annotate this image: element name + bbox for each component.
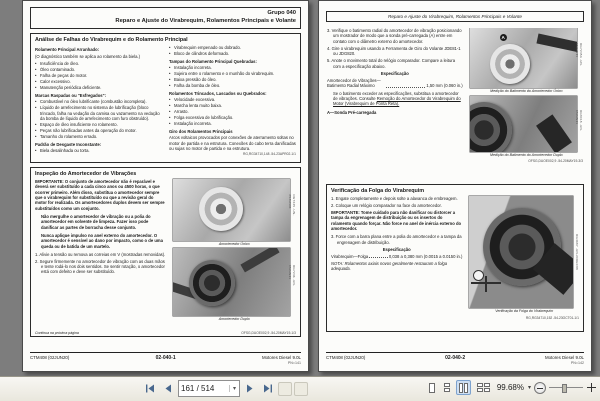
procedure-step: 1. Alivie a tensão ou remova as correias em V (mostradas removidas).: [35, 251, 166, 257]
subhead: Rolamentos Trincados, Lascados ou Quebrados:: [169, 90, 267, 96]
footer-manual-id: CTM408 (02JUN20): [326, 355, 366, 360]
bullet-item: • Folga excessiva de lubrificação.: [169, 115, 296, 120]
photo-id-vertical: RG7245 -UN-05JUN91: [287, 194, 296, 216]
runout-photo-column: [470, 28, 583, 164]
footer-manual-id: CTM408 (02JUN20): [30, 355, 70, 360]
facing-pages-layout-button[interactable]: [456, 380, 471, 395]
procedure-step: 3. Force com a barra plana entre a polia do amortecedor e a tampa da engrenagem de distribuição.: [331, 234, 462, 245]
bullet-item: • Peças não lubrificadas antes da operação do motor.: [35, 128, 162, 133]
procedure-step: 3. Verifique o batimento radial do amortecedor de vibração posicionando um mostrador de modo que a sonda pré-carregada (A) entre em contato com o diâmetro externo do amortecedor.: [327, 28, 462, 44]
doc-reference: OFSG,DUOE002,9 -54-20MAY19-1/3: [241, 330, 296, 335]
doc-reference: RG,RG34710,148 -54-23APR02-1/1: [243, 151, 296, 156]
bullet-item: • Virabrequim empenado ou dobrado.: [169, 45, 296, 50]
chapter-title: Reparo e Ajuste do Virabrequim, Rolamentos Principais e Volante: [388, 14, 522, 19]
page-header: [30, 7, 301, 29]
doc-reference: OFSG,DUOE002,9 -54-20MAY19-3/3: [528, 159, 583, 164]
important-note: Não mergulhe o amortecedor de vibração ou a polia do amortecedor em solvente de limpeza. Fazer isso pode danificar as partes de borracha desse conjunto.: [41, 213, 151, 230]
photo-caption: Medição do Batimento do Amortecedor Duplo: [490, 152, 563, 157]
footer-engine-model: Motores Diesel 9.0L: [261, 355, 301, 360]
engine-photo-single-damper: [173, 179, 291, 241]
bullet-item: • Falha da bomba de óleo.: [169, 83, 296, 88]
cross-reference-link[interactable]: Remoção do Amortecedor do Virabrequim do Motor (Virabrequim de Ponta Reta).: [333, 95, 461, 107]
footer-page-code: 02-040-2: [445, 355, 466, 361]
endplay-text-column: [331, 196, 462, 320]
procedure-step: 4. Gire o virabrequim usando a Ferramenta de Giro do Volante JDE81-1 ou JDG820.: [327, 45, 461, 57]
previous-view-button[interactable]: [278, 382, 292, 396]
bullet-item: • Combustível no óleo lubrificante (combustão incompleta).: [35, 99, 162, 104]
dial-indicator: [473, 270, 484, 281]
doc-reference: RG,RG34710,152 -54-23OCT01-1/1: [525, 315, 579, 320]
continued-note: Continua na próxima página: [35, 330, 79, 335]
footer-pn: PN=142: [570, 361, 584, 365]
endplay-photo-column: [469, 196, 579, 320]
next-page-button[interactable]: [242, 381, 258, 397]
photo-caption: Amortecedor Único: [218, 241, 250, 246]
page-footer: [326, 352, 584, 365]
analysis-left-column: [35, 45, 162, 156]
runout-photo-double: [470, 96, 577, 152]
paragraph: Se o batimento exceder as especificações, substitua o amortecedor de vibrações. Consulte Remoção do Amortecedor do Virabrequim do Motor (Virabrequim de Ponta Reta).: [333, 90, 461, 107]
bullet-item: • Calor excessivo.: [35, 79, 162, 84]
engine-photo-double-damper: [173, 248, 291, 316]
spec-heading: Especificação: [382, 247, 411, 253]
section-failure-analysis: [30, 33, 301, 163]
page-header: [326, 11, 584, 22]
zoom-slider-handle[interactable]: [562, 384, 567, 393]
section-title: Análise de Falhas do Virabrequim e do Rolamento Principal: [35, 36, 188, 43]
bullet-item: • Tamanho do rolamento errado.: [35, 134, 162, 139]
bullet-item: • Baixa pressão do óleo.: [169, 77, 296, 82]
subhead: Rolamento Principal Arranhado:: [35, 47, 100, 53]
footer-right-block: [545, 355, 584, 365]
bullet-item: • Marcha lenta muito baixa.: [169, 103, 296, 108]
important-note: Nunca aplique impulso no anel externo do amortecedor. O amortecedor é sensível ao dano por impacto, como o de uma queda ou de batida de um martelo.: [41, 232, 163, 249]
analysis-right-column: [169, 45, 296, 156]
bullet-item: • Biela desalinhada ou torta.: [35, 148, 162, 153]
continuous-layout-button[interactable]: [441, 380, 453, 395]
spec-label: Amortecedor de Vibrações—Batimento Radial Máximo: [327, 77, 381, 89]
page-number-box: [178, 380, 240, 397]
section-title: Inspeção do Amortecedor de Vibrações: [35, 170, 137, 177]
footer-page-code: 02-040-1: [155, 355, 176, 361]
photo-caption: Medição do Batimento do Amortecedor Único: [490, 89, 563, 93]
bullet-item: • Velocidade excessiva.: [169, 97, 296, 102]
section-endplay-check: [326, 184, 584, 332]
next-view-button[interactable]: [294, 382, 308, 396]
page-navigation-group: [142, 380, 308, 397]
zoom-layout-group: [426, 380, 597, 395]
section-title: Verificação da Folga do Virabrequim: [331, 188, 425, 194]
callout-legend: A—Sonda Pré-carregada: [327, 109, 377, 115]
runout-text-column: [327, 28, 463, 164]
page-dropdown-caret-icon[interactable]: ▾: [229, 385, 239, 392]
spec-label: Virabrequim—Folga: [331, 253, 369, 259]
spec-value: 0,038 a 0,380 mm (0.0015 a 0.0150 in.): [388, 253, 463, 259]
first-page-button[interactable]: [142, 381, 158, 397]
important-note: IMPORTANTE: Tome cuidado para não danificar ou distorcer a tampa da engrenagem de distribuição ou os insertos do rolamento quando forçar. Não force no anel de inércia externo do amortecedor.: [331, 209, 462, 232]
bullet-item: • Óleo contaminado.: [35, 67, 162, 72]
bullet-item: • Bloco de cilindros deformado.: [169, 51, 296, 56]
photo-id-vertical: RG8018 -UN-05JUN91: [574, 109, 583, 131]
endplay-photo: [469, 196, 573, 308]
zoom-out-button[interactable]: [534, 382, 546, 394]
footer-pn: PN=141: [287, 361, 301, 365]
photo-caption: Amortecedor Duplo: [218, 317, 250, 322]
spec-leader: [386, 87, 425, 88]
photo-id-vertical: RG7246 -UN-05JUN91: [287, 265, 296, 287]
subhead: Tampas do Rolamento Principal Quebradas:: [169, 58, 257, 64]
procedure-step: 2. Coloque um relógio comparador na face do amortecedor.: [331, 202, 442, 208]
manual-page-left: [22, 0, 309, 372]
bullet-item: • Instalação incorreta.: [169, 65, 296, 70]
bullet-item: • Falha de peças do motor.: [35, 73, 162, 78]
spec-leader: [369, 257, 388, 258]
subhead: Giro dos Rolamentos Principais: [169, 129, 233, 135]
spec-value: 1,50 mm (0.060 in.): [426, 83, 463, 89]
runout-photo-single: [470, 28, 577, 88]
zoom-level-value: 99.68%: [496, 383, 524, 392]
note: (O diagnóstico também se aplica ao rolamento da biela.): [35, 53, 140, 59]
spec-heading: Especificação: [380, 71, 409, 77]
bullet-item: • Sujeira entre o rolamento e o munhão do virabrequim.: [169, 71, 296, 76]
footer-right-block: [262, 355, 301, 365]
nota-note: NOTA: Rolamentos axiais novos geralmente restauram a folga adequada.: [331, 261, 448, 272]
section-damper-inspection: [30, 167, 301, 337]
footer-engine-model: Motores Diesel 9.0L: [544, 355, 584, 360]
manual-page-right: [318, 0, 592, 372]
important-note: IMPORTANTE: O conjunto de amortecedor não é reparável e deverá ser substituído a cada cinco anos ou 4500 horas, o que ocorrer primeiro. Além disso, substitua o amortecedor sempre que o virabrequim for substituído ou que a revisão geral do motor for realizada. Os amortecedores duplos devem ser sempre substituídos como um conjunto.: [35, 178, 165, 211]
pdf-toolbar: [0, 376, 600, 401]
last-page-button[interactable]: [260, 381, 276, 397]
photo-id-vertical: RG7245A -UN-05JUN91: [574, 43, 583, 67]
subhead: Marcas Raspadas ou "Esfregados":: [35, 92, 106, 98]
chapter-title: Reparo e Ajuste do Virabrequim, Rolamentos Principais e Volante: [115, 17, 296, 24]
zoom-in-button[interactable]: [586, 382, 597, 393]
photo-caption: Verificação da Folga do Virabrequim: [495, 309, 554, 313]
page-number-input[interactable]: [179, 384, 229, 393]
bullet-item: • Insuficiência de óleo.: [35, 61, 162, 66]
bullet-item: • Instalação incorreta.: [169, 121, 296, 126]
paragraph: Arcos voltaicos provocados por conexões de aterramento soltas no motor de partida e na estrutura. Conexões do cabo terra danificadas ou sujas no motor de partida e na estrutura.: [169, 135, 296, 152]
facing-continuous-layout-button[interactable]: [474, 380, 493, 395]
damper-text-column: [35, 179, 166, 324]
bullet-item: • Manutenção periódica deficiente.: [35, 85, 162, 90]
procedure-step: 5. Anote o movimento total do relógio comparador. Compare a leitura com a especificação abaixo.: [327, 58, 456, 69]
zoom-dropdown-caret-icon[interactable]: ▾: [527, 385, 531, 391]
page-footer: [30, 352, 301, 365]
subhead: Padrão de Desgaste Inconstante:: [35, 141, 102, 147]
group-number: Grupo 040: [267, 10, 296, 16]
section-runout-check: [326, 28, 584, 180]
bullet-item: • Arrasto.: [169, 109, 296, 114]
callout-a-marker: A: [501, 35, 505, 40]
procedure-step: 2. Segure firmemente no amortecedor de vibração com as duas mãos e tente rodá-lo nos dois sentidos. Se sentir rotação, o amortecedor está com defeito e deve ser substituído.: [35, 258, 165, 275]
bullet-item: • Líquido de arrefecimento no sistema de lubrificação (bloco trincado, falha na vedação da camisa ou vazamento na vedação da bomba de líquido de arrefecimento com furo obstruído).: [35, 105, 162, 121]
procedure-step: 1. Engate completamente e depois solte a alavanca de embreagem.: [331, 196, 458, 201]
photo-id-vertical: RG4687 -UN-20DEC88: [575, 234, 579, 270]
damper-photo-column: [173, 179, 297, 324]
bullet-item: • Espaço de óleo insuficiente no rolamento.: [35, 122, 162, 127]
single-page-layout-button[interactable]: [426, 380, 438, 395]
prev-page-button[interactable]: [160, 381, 176, 397]
zoom-slider[interactable]: [549, 387, 583, 388]
